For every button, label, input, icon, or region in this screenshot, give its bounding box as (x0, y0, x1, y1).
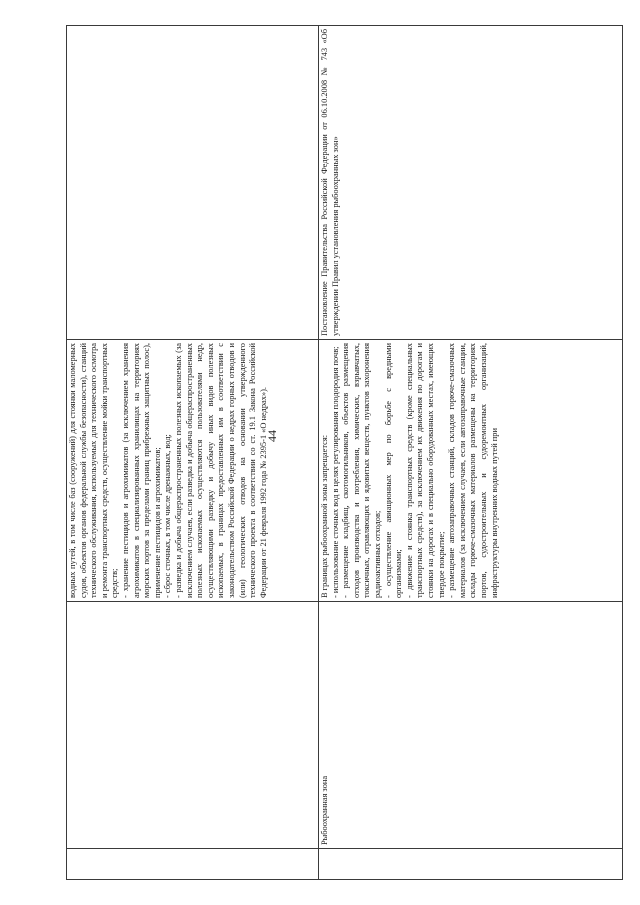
page-number: 44 (265, 430, 279, 442)
row-index-cell (319, 849, 623, 880)
legal-basis-cell (67, 26, 319, 340)
restriction-text: - движение и стоянка транспортных средств (кроме специальных транспортных средств), за исключением их движения по дорогам и стоянки на дорогах и в специально оборудованных местах, имеющих твердое покрытие; (404, 343, 446, 598)
restriction-text: - хранение пестицидов и агрохимикатов (за исключением хранения агрохимикатов в специализированных хранилищах на территориях морских портов за пределами границ прибрежных защитных полос), применение пестицидов и агрохимикатов; (120, 343, 162, 598)
zone-cell (67, 602, 319, 849)
restriction-text: - осуществление авиационных мер по борьбе с вредными организмами; (383, 343, 404, 598)
restriction-text: - размещение автозаправочных станций, складов горюче-смазочных материалов (за исключением случаев, если автозаправочные станции, склады горюче-смазочных материалов размещены на территориях портов, судостроительных и судоремонтных организаций, инфраструктуры внутренних водных путей при (447, 343, 499, 598)
regulation-table (66, 25, 623, 880)
regulation-table-rotated (66, 25, 622, 880)
row-index-cell (67, 849, 319, 880)
table-row (67, 26, 319, 880)
restriction-text: - размещение кладбищ, скотомогильников, объектов размещения отходов производства и потребления, химических, взрывчатых, токсичных, отравляющих и ядовитых веществ, пунктов захоронения радиоактивных отходов; (341, 343, 382, 598)
restriction-text: - использование сточных вод в целях регулирования плодородия почв; (330, 346, 340, 598)
zone-cell: Рыбоохранная зона (319, 602, 623, 849)
restriction-text: водных путей, в том числе баз (сооружений) для стоянки маломерных судов, объектов органов федеральной службы безопасности), станций технического обслуживания, используемых для технического осмотра и ремонта транспортных средств, осуществление мойки транспортных средств; (68, 343, 120, 598)
restriction-text: - сброс сточных, в том числе дренажных, вод; (163, 434, 173, 598)
restrictions-cell (67, 340, 319, 602)
restriction-text: В границах рыбоохранной зоны запрещается: (320, 434, 329, 598)
restrictions-cell (319, 340, 623, 602)
restriction-text: - разведка и добыча общераспространенных полезных ископаемых (за исключением случаев, если разведка и добыча общераспространенных полезных ископаемых осуществляются пользователями недр, осуществляющими разведку и добычу иных видов полезных ископаемых, в границах предоставленных им в соответствии с законодательством Российской Федерации о недрах горных отводов и (или) геологических отводов на основании утвержденного технического проекта в соответствии со ст. 19.1 Закона Российской Федерации от 21 февраля 1992 года № 2395-1 «О недрах»). (173, 343, 268, 598)
table-row (319, 26, 623, 880)
legal-basis-cell: Постановление Правительства Российской Федерации от 06.10.2008 № 743 «Об утверждении Правил установления рыбоохранных зон» (319, 26, 623, 340)
